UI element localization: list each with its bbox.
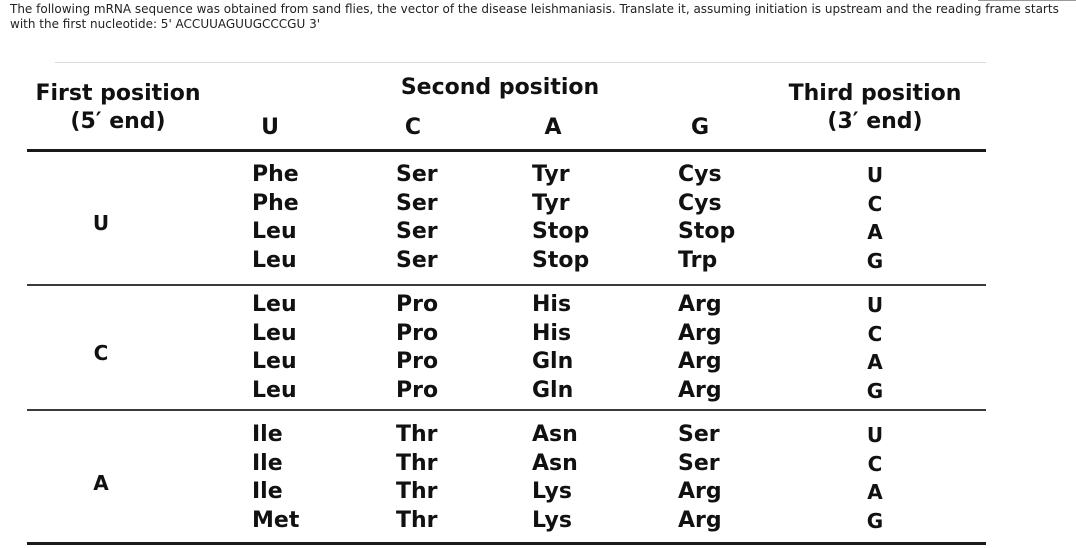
third-base-label: G	[866, 508, 884, 533]
codon-agg: Arg	[678, 507, 722, 533]
third-base-label: U	[866, 163, 884, 187]
question-line-1: The following mRNA sequence was obtained from sand flies, the vector of the disease leishmaniasis. Translate it, assuming initiation is upstream and the reading frame starts	[10, 2, 1059, 16]
third-base-column	[862, 421, 888, 535]
amino-acid-column-a	[532, 291, 612, 405]
codon-aau: Asn	[532, 422, 578, 447]
codon-cgc: Arg	[678, 320, 722, 346]
codon-aga: Arg	[678, 479, 722, 504]
third-base-label: A	[867, 220, 883, 244]
codon-uag: Stop	[532, 247, 590, 273]
codon-acc: Thr	[396, 450, 438, 476]
first-base-a: A	[93, 471, 109, 495]
codon-cgg: Arg	[678, 377, 722, 403]
amino-acid-column-g	[678, 161, 758, 275]
second-position-title: Second position	[400, 75, 600, 100]
amino-acid-column-u	[252, 421, 332, 535]
codon-uca: Ser	[396, 219, 438, 244]
third-base-label: C	[867, 191, 883, 216]
codon-ugu: Cys	[678, 162, 722, 187]
second-base-g: G	[690, 115, 710, 140]
codon-agu: Ser	[678, 422, 720, 447]
third-base-label: C	[867, 321, 883, 346]
header-divider	[27, 149, 986, 152]
codon-auc: Ile	[252, 450, 283, 476]
third-position-title: Third position	[788, 81, 962, 106]
third-position-subtitle: (3′ end)	[827, 109, 923, 134]
first-position-title: First position	[35, 81, 201, 106]
codon-uac: Tyr	[532, 190, 570, 216]
codon-ugg: Trp	[678, 247, 718, 273]
third-base-label: A	[867, 480, 883, 504]
codon-acg: Thr	[396, 507, 438, 533]
codon-cau: His	[532, 292, 572, 317]
codon-uua: Leu	[252, 219, 297, 244]
amino-acid-column-u	[252, 161, 332, 275]
codon-auu: Ile	[252, 422, 283, 447]
question-line-2: with the first nucleotide: 5' ACCUUAGUUGCCCGU 3'	[10, 16, 321, 31]
codon-cca: Pro	[396, 349, 439, 374]
second-position-header	[400, 74, 600, 102]
codon-ccg: Pro	[396, 377, 439, 403]
codon-cga: Arg	[678, 349, 722, 374]
codon-aac: Asn	[532, 450, 578, 476]
codon-ucc: Ser	[396, 190, 438, 216]
codon-cua: Leu	[252, 349, 297, 374]
codon-agc: Ser	[678, 450, 720, 476]
third-position-header	[784, 80, 966, 136]
codon-uuc: Phe	[252, 190, 299, 216]
block-divider	[27, 409, 986, 411]
amino-acid-column-a	[532, 421, 612, 535]
codon-aug: Met	[252, 507, 300, 533]
codon-aag: Lys	[532, 507, 572, 533]
third-base-label: U	[866, 293, 884, 317]
amino-acid-column-u	[252, 291, 332, 405]
codon-uaa: Stop	[532, 219, 590, 244]
codon-aua: Ile	[252, 479, 283, 504]
codon-ugc: Cys	[678, 190, 722, 216]
codon-uuu: Phe	[252, 162, 299, 187]
second-base-a: A	[544, 115, 562, 140]
codon-ccu: Pro	[396, 292, 439, 317]
first-base-c: C	[93, 341, 109, 365]
codon-uug: Leu	[252, 247, 297, 273]
amino-acid-column-c	[396, 161, 476, 275]
codon-cuc: Leu	[252, 320, 297, 346]
third-base-label: G	[866, 248, 884, 273]
codon-aca: Thr	[396, 479, 438, 504]
third-base-column	[862, 291, 888, 405]
third-base-column	[862, 161, 888, 275]
table-bottom-rule	[27, 542, 986, 545]
codon-cgu: Arg	[678, 292, 722, 317]
codon-ccc: Pro	[396, 320, 439, 346]
codon-cuu: Leu	[252, 292, 297, 317]
block-divider	[27, 284, 986, 286]
codon-ucg: Ser	[396, 247, 438, 273]
amino-acid-column-g	[678, 291, 758, 405]
first-base-u: U	[92, 211, 110, 235]
codon-cac: His	[532, 320, 572, 346]
amino-acid-column-c	[396, 291, 476, 405]
third-base-label: U	[866, 423, 884, 447]
codon-acu: Thr	[396, 422, 438, 447]
first-position-subtitle: (5′ end)	[70, 109, 166, 134]
codon-uga: Stop	[678, 219, 736, 244]
codon-aaa: Lys	[532, 479, 572, 504]
third-base-label: A	[867, 350, 883, 374]
codon-ucu: Ser	[396, 162, 438, 187]
second-base-c: C	[404, 115, 422, 140]
codon-caa: Gln	[532, 349, 574, 374]
codon-uau: Tyr	[532, 162, 570, 187]
first-position-header	[30, 80, 206, 136]
codon-cag: Gln	[532, 377, 574, 403]
amino-acid-column-g	[678, 421, 758, 535]
second-base-u: U	[261, 115, 279, 140]
table-top-rule	[55, 62, 986, 63]
codon-cug: Leu	[252, 377, 297, 403]
amino-acid-column-a	[532, 161, 612, 275]
third-base-label: C	[867, 451, 883, 476]
amino-acid-column-c	[396, 421, 476, 535]
third-base-label: G	[866, 378, 884, 403]
